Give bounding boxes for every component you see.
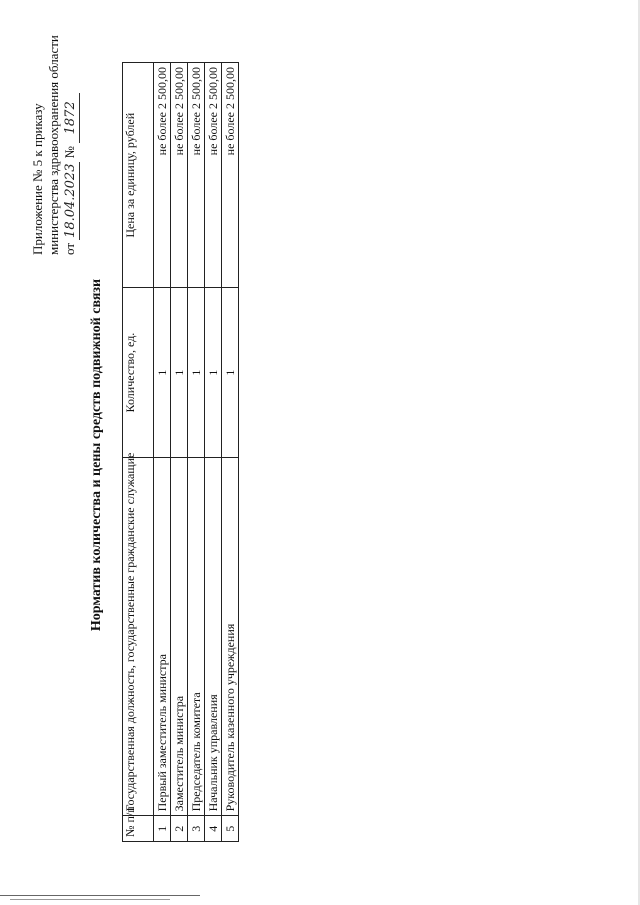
table-row xyxy=(188,63,205,842)
row-quantity: 1 xyxy=(171,288,188,457)
header-quantity: Количество, ед. xyxy=(123,288,154,457)
row-price: не более 2 500,00 xyxy=(222,63,239,289)
header-price: Цена за единицу, рублей xyxy=(123,63,154,289)
row-quantity: 1 xyxy=(222,288,239,457)
number-prefix: № xyxy=(62,146,77,159)
row-num: 2 xyxy=(171,816,188,842)
table-header-row xyxy=(123,63,154,842)
table-row xyxy=(171,63,188,842)
appendix-line-1: Приложение № 5 к приказу xyxy=(30,103,45,255)
row-quantity: 1 xyxy=(205,288,222,457)
row-num: 5 xyxy=(222,816,239,842)
row-position: Руководитель казенного учреждения xyxy=(222,457,239,816)
scan-footer-line xyxy=(0,895,200,896)
row-price: не более 2 500,00 xyxy=(188,63,205,289)
row-quantity: 1 xyxy=(188,288,205,457)
date-prefix: от xyxy=(62,242,77,255)
scan-footer-line xyxy=(10,899,170,900)
handwritten-number: 1872 xyxy=(63,93,80,143)
row-quantity: 1 xyxy=(154,288,171,457)
table-row xyxy=(154,63,171,842)
appendix-date-line xyxy=(62,5,80,255)
table-row xyxy=(222,63,239,842)
appendix-line-2: министерства здравоохранения области xyxy=(46,35,61,255)
row-price: не более 2 500,00 xyxy=(171,63,188,289)
row-num: 4 xyxy=(205,816,222,842)
table-row xyxy=(205,63,222,842)
row-price: не более 2 500,00 xyxy=(154,63,171,289)
norms-table xyxy=(122,62,239,842)
appendix-block xyxy=(30,5,80,255)
handwritten-date: 18.04.2023 xyxy=(63,163,78,238)
row-position: Начальник управления xyxy=(205,457,222,816)
row-position: Первый заместитель министра xyxy=(154,457,171,816)
row-num: 1 xyxy=(154,816,171,842)
row-position: Председатель комитета xyxy=(188,457,205,816)
header-position: Государственная должность, государственные гражданские служащие xyxy=(123,457,154,816)
document-title: Норматив количества и цены средств подвижной связи xyxy=(89,278,104,632)
header-num: № п/п xyxy=(123,816,154,842)
row-num: 3 xyxy=(188,816,205,842)
row-price: не более 2 500,00 xyxy=(205,63,222,289)
row-position: Заместитель министра xyxy=(171,457,188,816)
